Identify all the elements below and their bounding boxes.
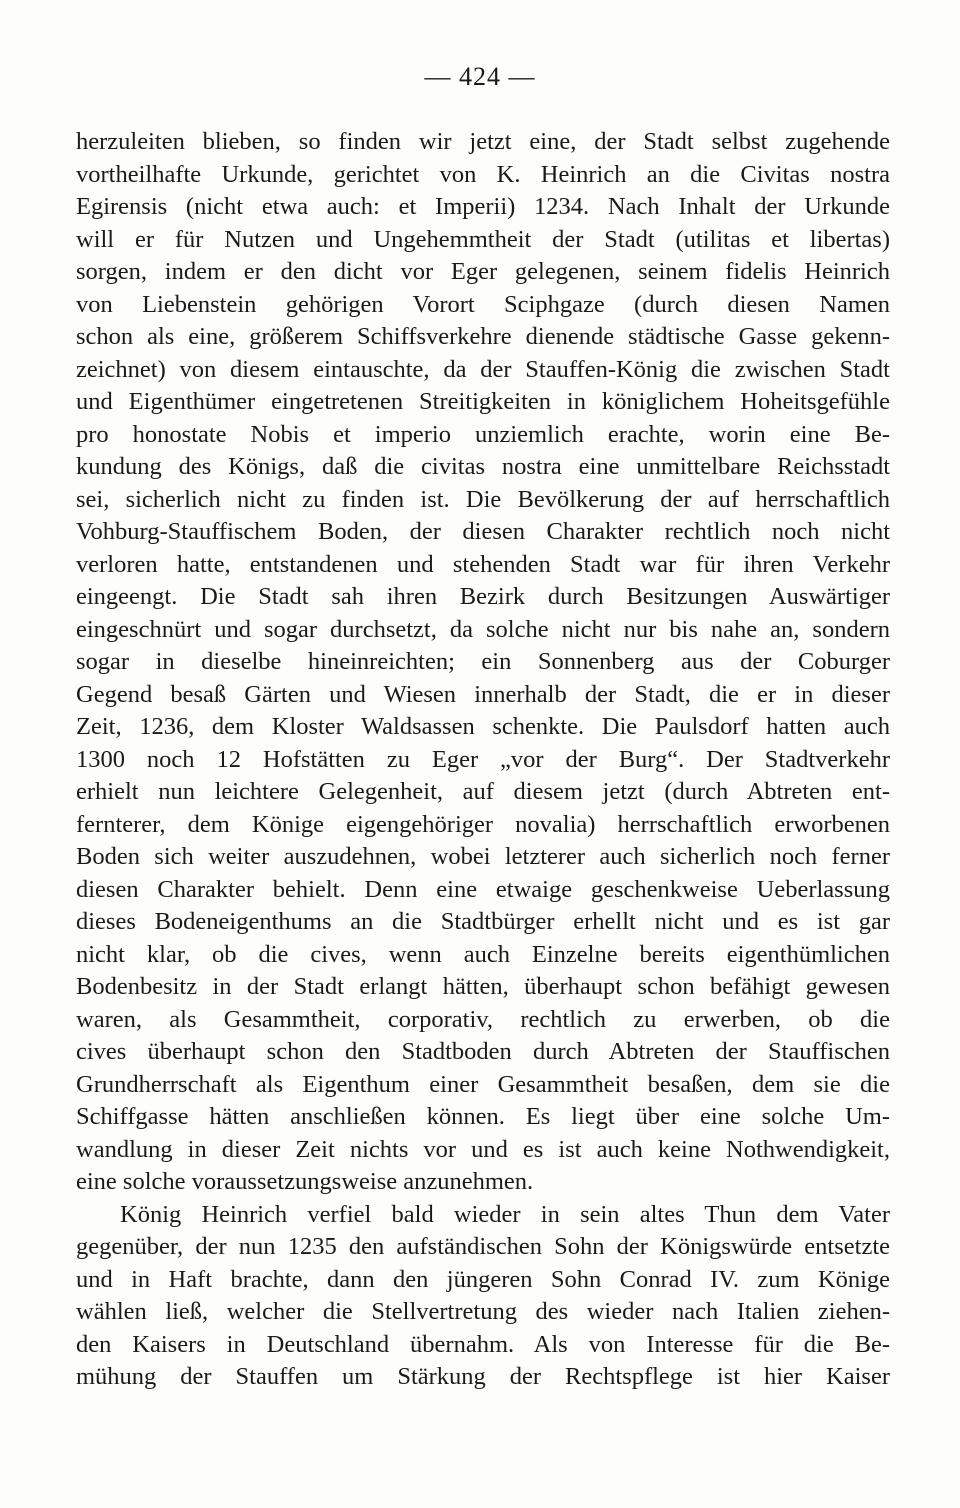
paragraph [76,1199,890,1394]
paragraph [76,126,890,1199]
text-line: sorgen, indem er den dicht vor Eger gelegenen, seinem fidelis Heinrich [76,258,890,285]
text-line: erhielt nun leichtere Gelegenheit, auf diesem jetzt (durch Abtreten ent- [76,778,890,805]
text-line: fernterer, dem Könige eigengehöriger novalia) herrschaftlich erworbenen [76,810,890,838]
text-line: den Kaisers in Deutschland übernahm. Als von Interesse für die Be- [76,1330,890,1358]
text-line: gegenüber, der nun 1235 den aufständischen Sohn der Königswürde entsetzte [76,1233,890,1260]
text-line: Gegend besaß Gärten und Wiesen innerhalb der Stadt, die er in dieser [76,680,890,708]
text-line: kundung des Königs, daß die civitas nostra eine unmittelbare Reichsstadt [76,453,890,480]
text-line: Vohburg-Stauffischem Boden, der diesen Charakter rechtlich noch nicht [76,518,890,545]
text-line: verloren hatte, entstandenen und stehenden Stadt war für ihren Verkehr [76,550,890,578]
text-line: von Liebenstein gehörigen Vorort Sciphgaze (durch diesen Namen [76,290,890,318]
text-line: 1300 noch 12 Hofstätten zu Eger „vor der Burg“. Der Stadtverkehr [76,745,890,773]
text-line: König Heinrich verfiel bald wieder in sein altes Thun dem Vater [120,1200,890,1228]
text-line: cives überhaupt schon den Stadtboden durch Abtreten der Stauffischen [76,1038,890,1065]
text-line: pro honostate Nobis et imperio unziemlich erachte, worin eine Be- [76,420,890,448]
text-line: sogar in dieselbe hineinreichten; ein Sonnenberg aus der Coburger [76,648,890,675]
text-line: sei, sicherlich nicht zu finden ist. Die Bevölkerung der auf herrschaftlich [76,485,890,513]
text-line: schon als eine, größerem Schiffsverkehre dienende städtische Gasse gekenn- [76,323,890,350]
page-number: — 424 — [424,62,536,91]
text-line: dieses Bodeneigenthums an die Stadtbürger erhellt nicht und es ist gar [76,908,890,935]
text-line: diesen Charakter behielt. Denn eine etwaige geschenkweise Ueberlassung [76,875,890,903]
text-line: will er für Nutzen und Ungehemmtheit der Stadt (utilitas et libertas) [76,225,890,253]
text-line: nicht klar, ob die cives, wenn auch Einzelne bereits eigenthümlichen [76,940,890,968]
text-line: Bodenbesitz in der Stadt erlangt hätten, überhaupt schon befähigt gewesen [76,973,890,1000]
text-line: Boden sich weiter auszudehnen, wobei letzterer auch sicherlich noch ferner [76,843,890,870]
text-line: herzuleiten blieben, so finden wir jetzt eine, der Stadt selbst zugehende [76,128,890,155]
text-line: waren, als Gesammtheit, corporativ, rechtlich zu erwerben, ob die [76,1005,890,1033]
text-line: Grundherrschaft als Eigenthum einer Gesammtheit besaßen, dem sie die [76,1070,890,1098]
text-line: eingeengt. Die Stadt sah ihren Bezirk durch Besitzungen Auswärtiger [76,583,890,610]
text-line: zeichnet) von diesem eintauschte, da der Stauffen-König die zwischen Stadt [76,355,890,383]
text-line: Zeit, 1236, dem Kloster Waldsassen schenkte. Die Paulsdorf hatten auch [76,713,890,740]
text-line: wandlung in dieser Zeit nichts vor und es ist auch keine Nothwendigkeit, [76,1135,890,1163]
body-text [76,126,890,1394]
text-line: und Eigenthümer eingetretenen Streitigkeiten in königlichem Hoheitsgefühle [76,388,890,415]
text-line: und in Haft brachte, dann den jüngeren Sohn Conrad IV. zum Könige [76,1265,890,1293]
text-line: vortheilhafte Urkunde, gerichtet von K. Heinrich an die Civitas nostra [76,160,890,188]
text-line: Schiffgasse hätten anschließen können. Es liegt über eine solche Um- [76,1103,890,1130]
text-line: Egirensis (nicht etwa auch: et Imperii) 1234. Nach Inhalt der Urkunde [76,193,890,220]
text-line: wählen ließ, welcher die Stellvertretung des wieder nach Italien ziehen- [76,1298,890,1325]
text-line: eine solche voraussetzungsweise anzunehmen. [76,1168,534,1195]
text-line: eingeschnürt und sogar durchsetzt, da solche nicht nur bis nahe an, sondern [76,615,890,643]
text-line: mühung der Stauffen um Stärkung der Rechtspflege ist hier Kaiser [76,1363,890,1390]
